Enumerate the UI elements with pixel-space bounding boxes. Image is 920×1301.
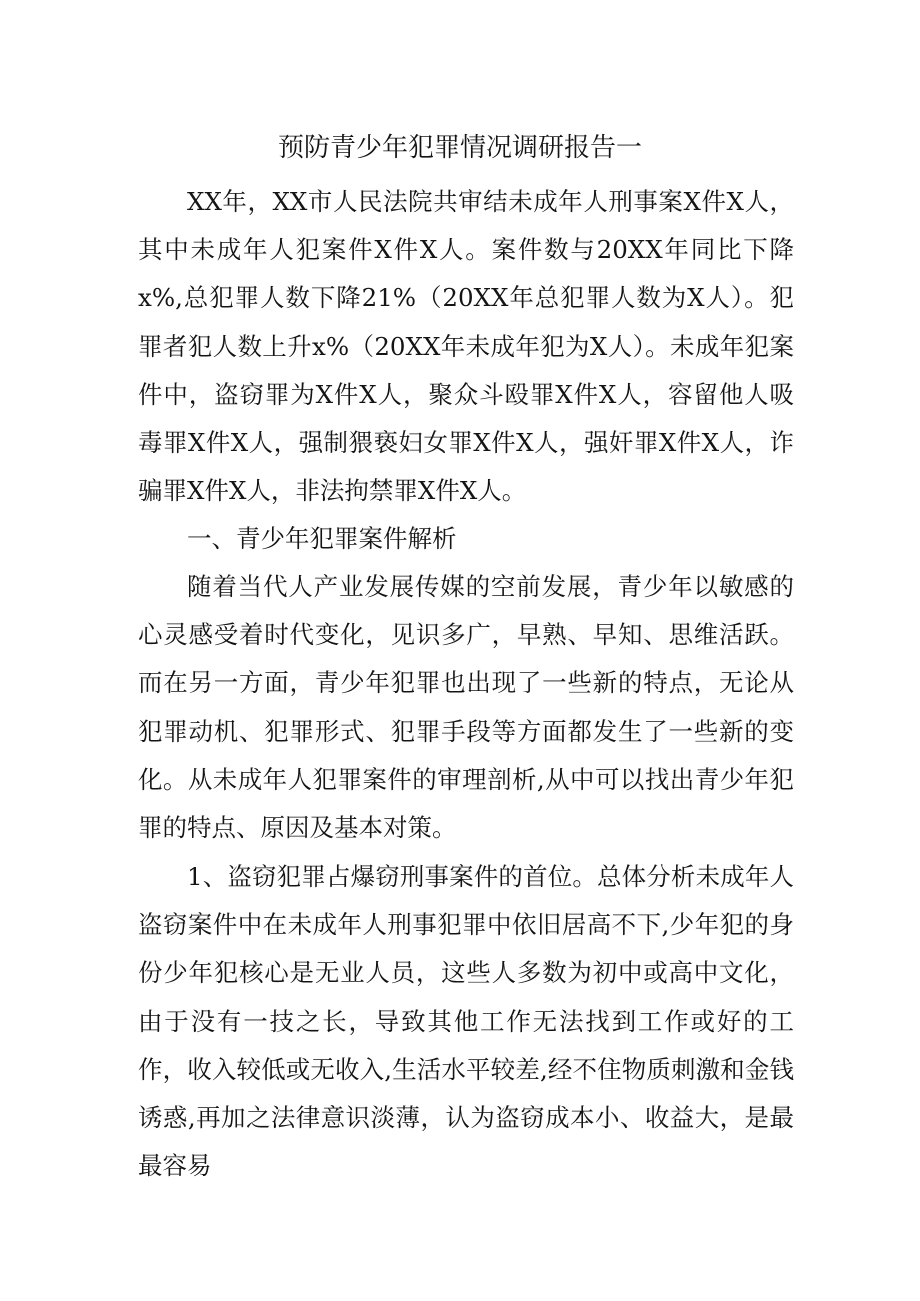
document-title: 预防青少年犯罪情况调研报告一 [277, 133, 642, 163]
section-heading-analysis: 一、青少年犯罪案件解析 [187, 524, 457, 553]
paragraph-background: 随着当代人产业发展传媒的空前发展，青少年以敏感的心灵感受着时代变化，见识多广，早熟、早知、思维活跃。而在另一方面，青少年犯罪也出现了一些新的特点，无论从犯罪动机、犯罪形式、犯罪手段等方面都发生了一些新的变化。从未成年人犯罪案件的审理剖析,从中可以找出青少年犯罪的特点、原因及基本对策。 [138, 572, 794, 843]
paragraph-theft-crime: 1、盗窃犯罪占爆窃刑事案件的首位。总体分析未成年人盗窃案件中在未成年人刑事犯罪中依旧居高不下,少年犯的身份少年犯核心是无业人员，这些人多数为初中或高中文化，由于没有一技之长，导致其他工作无法找到工作或好的工作，收入较低或无收入,生活水平较差,经不住物质刺激和金钱诱惑,再加之法律意识淡薄，认为盗窃成本小、收益大，是最最容易 [138, 862, 794, 1181]
paragraph-statistics: XX年，XX市人民法院共审结未成年人刑事案X件X人，其中未成年人犯案件X件X人。案件数与20XX年同比下降x%,总犯罪人数下降21%（20XX年总犯罪人数为X人）。犯罪者犯人数上升x%（20XX年未成年犯为X人）。未成年犯案件中，盗窃罪为X件X人，聚众斗殴罪X件X人，容留他人吸毒罪X件X人，强制猥亵妇女罪X件X人，强奸罪X件X人，诈骗罪X件X人，非法拘禁罪X件X人。 [138, 187, 794, 506]
